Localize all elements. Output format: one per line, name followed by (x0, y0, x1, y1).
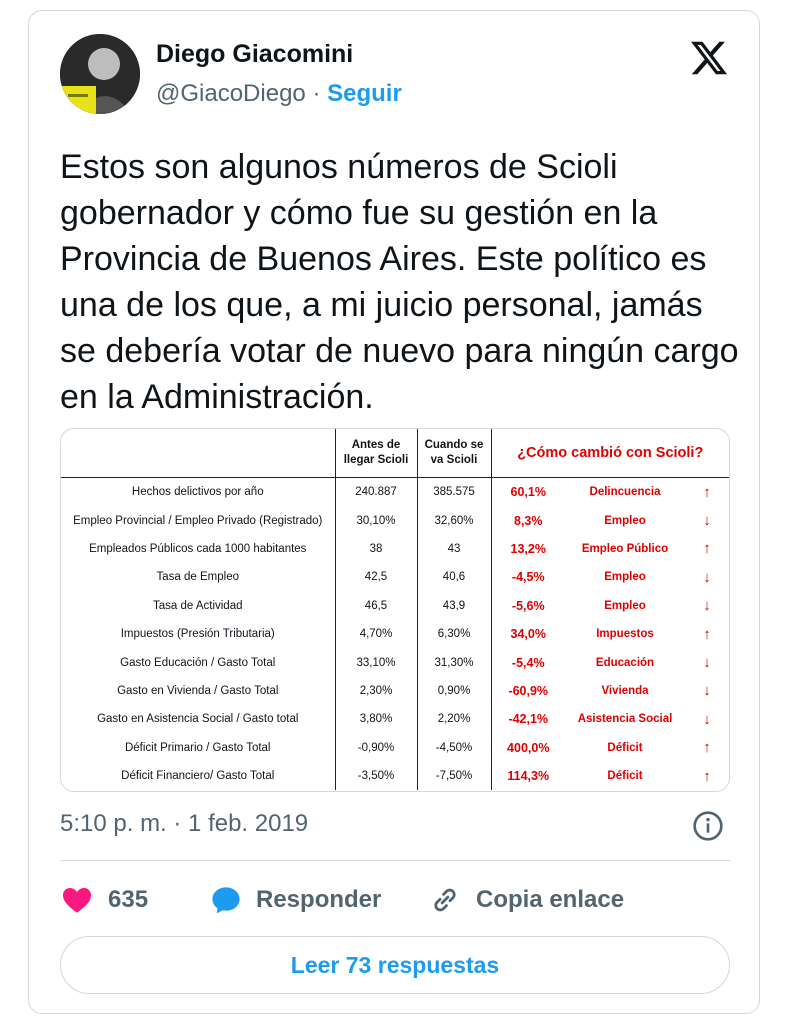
table-row (61, 734, 729, 762)
row-after: 32,60% (417, 506, 491, 534)
copy-link-button[interactable] (428, 878, 624, 922)
row-after: 31,30% (417, 648, 491, 676)
author-name[interactable]: Diego Giacomini (156, 40, 354, 68)
scioli-stats-table (61, 429, 729, 790)
header-empty (61, 429, 335, 478)
row-label: Gasto en Vivienda / Gasto Total (117, 684, 279, 697)
row-before: 38 (335, 535, 417, 563)
row-category: Asistencia Social (577, 713, 673, 726)
table-row (61, 563, 729, 591)
row-arrow: ↑ (703, 739, 711, 757)
row-pct: 13,2% (491, 535, 565, 563)
actions-bar (60, 878, 730, 922)
table-row (61, 648, 729, 676)
table-row (61, 677, 729, 705)
row-category: Empleo Público (581, 542, 669, 555)
x-logo-icon[interactable] (688, 38, 730, 78)
tweet-image-table[interactable] (60, 428, 730, 792)
row-pct: -5,6% (491, 592, 565, 620)
row-arrow: ↓ (703, 512, 711, 530)
row-after: 40,6 (417, 563, 491, 591)
row-before: 4,70% (335, 620, 417, 648)
row-category: Empleo (604, 571, 646, 584)
follow-button[interactable]: Seguir (327, 80, 402, 107)
copy-link-label: Copia enlace (476, 886, 625, 913)
table-row (61, 478, 729, 507)
row-arrow: ↑ (703, 540, 711, 558)
table-row (61, 620, 729, 648)
reply-button[interactable] (210, 878, 381, 922)
row-before: 30,10% (335, 506, 417, 534)
row-label: Empleo Provincial / Empleo Privado (Registrado) (73, 514, 323, 527)
tweet-text: Estos son algunos números de Scioli gobernador y cómo fue su gestión en la Provincia de Buenos Aires. Este político es una de los que, a mi juicio personal, jamás se debería votar de nuevo para ningún cargo en la Administración. (60, 148, 739, 416)
row-before: -0,90% (335, 734, 417, 762)
row-arrow: ↑ (703, 483, 711, 501)
row-arrow: ↓ (703, 654, 711, 672)
separator-dot: · (312, 80, 321, 107)
like-count: 635 (108, 886, 149, 913)
row-category: Vivienda (601, 684, 649, 697)
row-after: 6,30% (417, 620, 491, 648)
table-row (61, 535, 729, 563)
row-pct: 60,1% (491, 478, 565, 507)
row-label: Tasa de Actividad (152, 599, 243, 612)
table-row (61, 506, 729, 534)
row-category: Empleo (604, 599, 646, 612)
author-handle[interactable]: @GiacoDiego (156, 80, 306, 107)
row-pct: -4,5% (491, 563, 565, 591)
row-label: Empleados Públicos cada 1000 habitantes (89, 542, 307, 555)
row-before: 46,5 (335, 592, 417, 620)
row-category: Delincuencia (589, 486, 661, 499)
header-before: Antes de llegar Scioli (335, 429, 417, 478)
row-pct: -5,4% (491, 648, 565, 676)
table-row (61, 762, 729, 790)
row-pct: 400,0% (491, 734, 565, 762)
row-after: 385.575 (417, 478, 491, 507)
header-change: ¿Cómo cambió con Scioli? (491, 429, 729, 478)
table-body (61, 478, 729, 791)
row-arrow: ↓ (703, 682, 711, 700)
info-icon[interactable] (692, 810, 724, 842)
header-after: Cuando se va Scioli (417, 429, 491, 478)
row-arrow: ↑ (703, 767, 711, 785)
row-category: Déficit (607, 741, 643, 754)
row-category: Educación (595, 656, 655, 669)
table-row (61, 592, 729, 620)
table-row (61, 705, 729, 733)
row-label: Tasa de Empleo (156, 571, 239, 584)
row-category: Impuestos (596, 628, 654, 641)
row-label: Impuestos (Presión Tributaria) (120, 628, 275, 641)
row-arrow: ↓ (703, 597, 711, 615)
row-arrow: ↑ (703, 625, 711, 643)
row-before: -3,50% (335, 762, 417, 790)
read-replies-button[interactable]: Leer 73 respuestas (60, 936, 730, 994)
row-before: 3,80% (335, 705, 417, 733)
row-pct: -60,9% (491, 677, 565, 705)
row-pct: 34,0% (491, 620, 565, 648)
row-label: Déficit Financiero/ Gasto Total (121, 770, 275, 783)
divider (60, 860, 730, 861)
row-label: Hechos delictivos por año (131, 486, 264, 499)
row-after: 43,9 (417, 592, 491, 620)
row-pct: -42,1% (491, 705, 565, 733)
row-after: 0,90% (417, 677, 491, 705)
author-handle-line (156, 80, 402, 108)
row-pct: 114,3% (491, 762, 565, 790)
row-arrow: ↓ (703, 710, 711, 728)
row-pct: 8,3% (491, 506, 565, 534)
row-arrow: ↓ (703, 568, 711, 586)
row-before: 33,10% (335, 648, 417, 676)
row-before: 240.887 (335, 478, 417, 507)
reply-label: Responder (256, 886, 382, 913)
row-label: Déficit Primario / Gasto Total (124, 741, 271, 754)
row-after: 43 (417, 535, 491, 563)
row-after: -4,50% (417, 734, 491, 762)
avatar[interactable] (60, 34, 140, 114)
row-after: -7,50% (417, 762, 491, 790)
row-after: 2,20% (417, 705, 491, 733)
row-label: Gasto Educación / Gasto Total (120, 656, 276, 669)
link-icon (428, 883, 462, 917)
row-before: 42,5 (335, 563, 417, 591)
heart-icon (60, 884, 94, 916)
timestamp[interactable]: 5:10 p. m. · 1 feb. 2019 (60, 810, 309, 837)
row-before: 2,30% (335, 677, 417, 705)
row-category: Déficit (607, 770, 643, 783)
row-category: Empleo (604, 514, 646, 527)
like-button[interactable] (60, 878, 148, 922)
row-label: Gasto en Asistencia Social / Gasto total (97, 713, 299, 726)
reply-bubble-icon (210, 884, 242, 916)
